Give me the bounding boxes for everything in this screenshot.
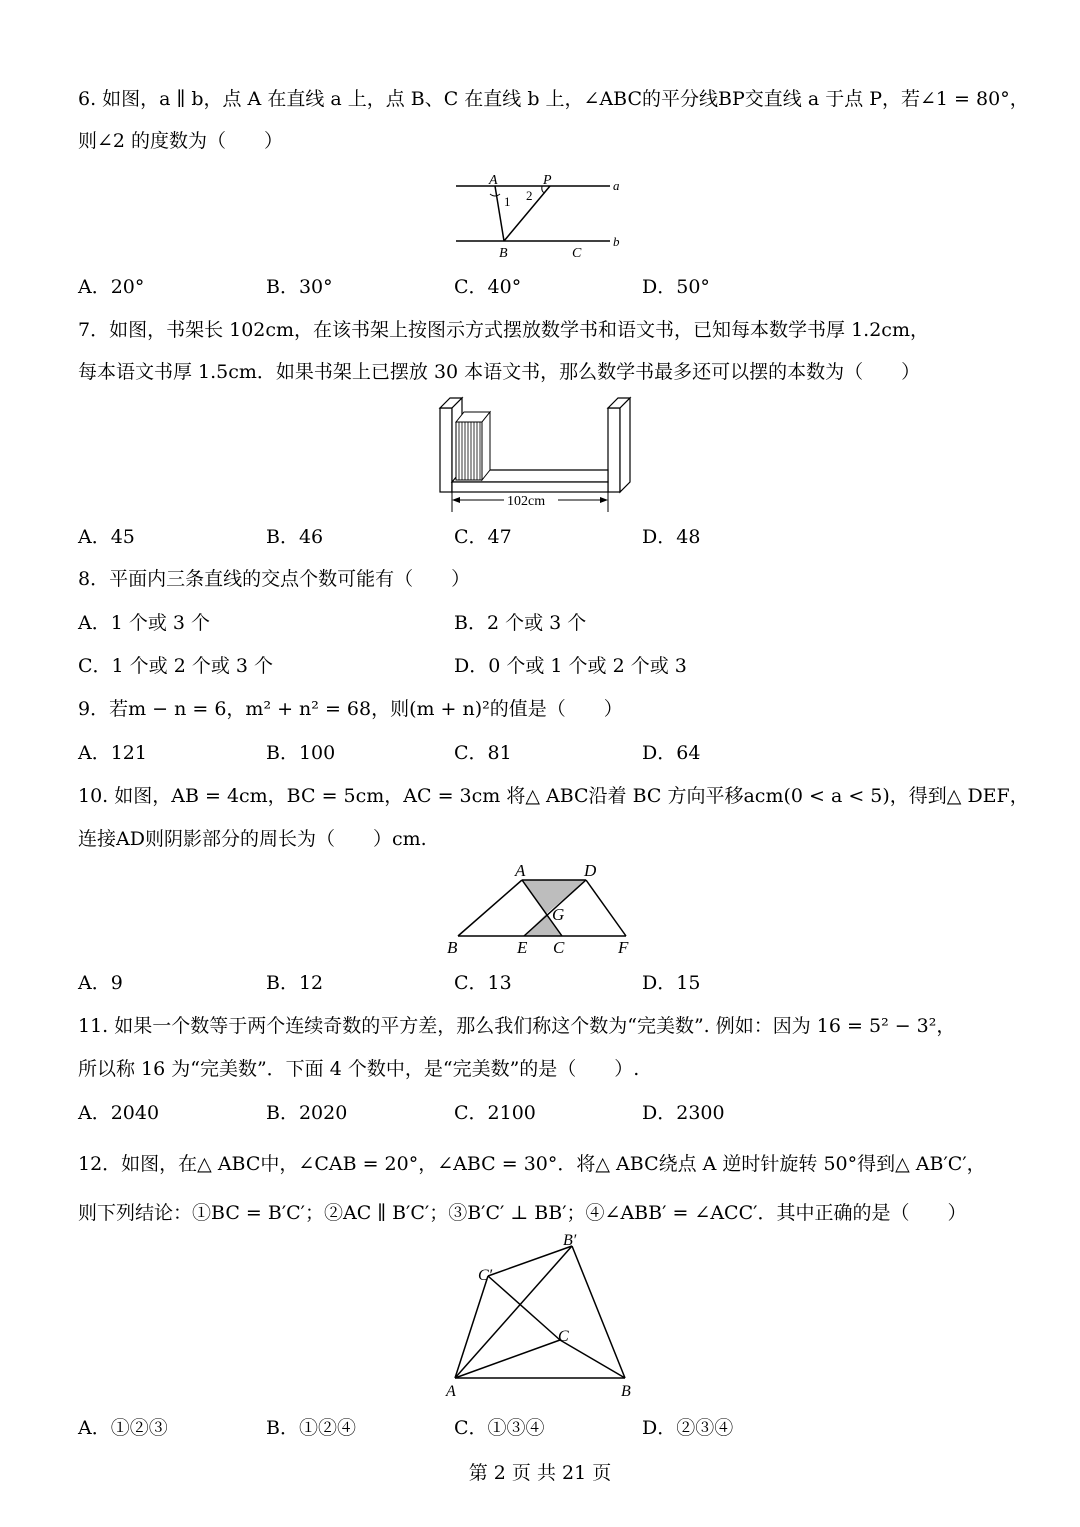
q7-shelf-length-label: 102cm: [507, 494, 546, 509]
q12-option-d: D．②③④: [642, 1417, 734, 1439]
q9-option-a: A．121: [78, 742, 147, 764]
q7-option-c: C．47: [454, 526, 512, 548]
q9-option-c: C．81: [454, 742, 512, 764]
q10-label-G: G: [552, 905, 565, 924]
q11-option-c: C．2100: [454, 1102, 536, 1124]
q10-label-E: E: [517, 938, 528, 957]
q11-option-b: B．2020: [266, 1102, 348, 1124]
q6-figure: [450, 168, 630, 263]
q10-label-B: B: [447, 938, 458, 957]
q6-label-B: B: [499, 246, 508, 261]
q12-label-B-prime: B′: [563, 1232, 577, 1249]
q10-label-A: A: [515, 861, 526, 880]
q12-stem-line2: 则下列结论：①BC = B′C′；②AC ∥ B′C′；③B′C′ ⊥ BB′；④∠ABB′ = ∠ACC′．其中正确的是（ ）: [78, 1202, 967, 1224]
q6-angle-1: 1: [504, 194, 511, 209]
q6-label-a: a: [613, 178, 620, 193]
q9-option-d: D．64: [642, 742, 701, 764]
q11-stem-line2: 所以称 16 为“完美数”．下面 4 个数中，是“完美数”的是（ ）.: [78, 1058, 640, 1080]
q6-option-d: D．50°: [642, 276, 710, 298]
page-footer: 第 2 页 共 21 页: [468, 1462, 612, 1484]
q6-label-A: A: [489, 173, 498, 188]
q6-label-b: b: [613, 234, 620, 249]
q7-stem-line2: 每本语文书厚 1.5cm．如果书架上已摆放 30 本语文书，那么数学书最多还可以摆的本数为（ ）: [78, 361, 921, 383]
q9-option-b: B．100: [266, 742, 336, 764]
q10-option-d: D．15: [642, 972, 701, 994]
q8-option-d: D．0 个或 1 个或 2 个或 3: [454, 655, 687, 677]
q10-option-a: A．9: [78, 972, 123, 994]
q6-option-b: B．30°: [266, 276, 333, 298]
q6-label-P: P: [543, 173, 552, 188]
q8-option-a: A．1 个或 3 个: [78, 612, 211, 634]
q11-option-a: A．2040: [78, 1102, 160, 1124]
q10-stem-line2: 连接AD则阴影部分的周长为（ ）cm.: [78, 828, 427, 850]
q10-label-C: C: [553, 938, 565, 957]
q8-option-c: C．1 个或 2 个或 3 个: [78, 655, 274, 677]
q10-option-c: C．13: [454, 972, 512, 994]
q10-label-F: F: [618, 938, 629, 957]
q12-option-b: B．①②④: [266, 1417, 356, 1439]
q7-option-b: B．46: [266, 526, 324, 548]
q6-stem-line1: 6. 如图，a ∥ b，点 A 在直线 a 上，点 B、C 在直线 b 上，∠ABC的平分线BP交直线 a 于点 P，若∠1 = 80°，: [78, 88, 1029, 110]
q7-stem-line1: 7．如图，书架长 102cm，在该书架上按图示方式摆放数学书和语文书，已知每本数学书厚 1.2cm，: [78, 319, 929, 341]
q12-label-B: B: [621, 1383, 631, 1400]
q11-option-d: D．2300: [642, 1102, 725, 1124]
q7-bookshelf-figure: [436, 392, 640, 514]
q7-option-d: D．48: [642, 526, 701, 548]
q11-stem-line1: 11. 如果一个数等于两个连续奇数的平方差，那么我们称这个数为“完美数”. 例如：因为 16 = 5² − 3²，: [78, 1015, 956, 1037]
q6-label-C: C: [572, 246, 582, 261]
q12-option-c: C．①③④: [454, 1417, 545, 1439]
q6-angle-2: 2: [526, 188, 533, 203]
q12-label-C-prime: C′: [478, 1267, 493, 1284]
q6-option-c: C．40°: [454, 276, 522, 298]
q10-stem-line1: 10. 如图，AB = 4cm，BC = 5cm，AC = 3cm 将△ ABC沿着 BC 方向平移acm(0 < a < 5)，得到△ DEF，: [78, 785, 1029, 807]
q6-stem-line2: 则∠2 的度数为（ ）: [78, 130, 284, 152]
q6-option-a: A．20°: [78, 276, 145, 298]
q10-label-D: D: [584, 861, 597, 880]
q12-label-C: C: [558, 1328, 569, 1345]
q8-option-b: B．2 个或 3 个: [454, 612, 587, 634]
q12-figure: [440, 1230, 650, 1405]
q12-stem-line1: 12．如图，在△ ABC中，∠CAB = 20°，∠ABC = 30°．将△ ABC绕点 A 逆时针旋转 50°得到△ AB′C′，: [78, 1153, 986, 1175]
q7-option-a: A．45: [78, 526, 135, 548]
q10-option-b: B．12: [266, 972, 324, 994]
q12-option-a: A．①②③: [78, 1417, 168, 1439]
q10-figure: [440, 858, 640, 958]
q12-label-A: A: [446, 1383, 456, 1400]
q8-stem: 8．平面内三条直线的交点个数可能有（ ）: [78, 568, 471, 590]
q9-stem: 9．若m − n = 6，m² + n² = 68，则(m + n)²的值是（ ）: [78, 698, 623, 720]
